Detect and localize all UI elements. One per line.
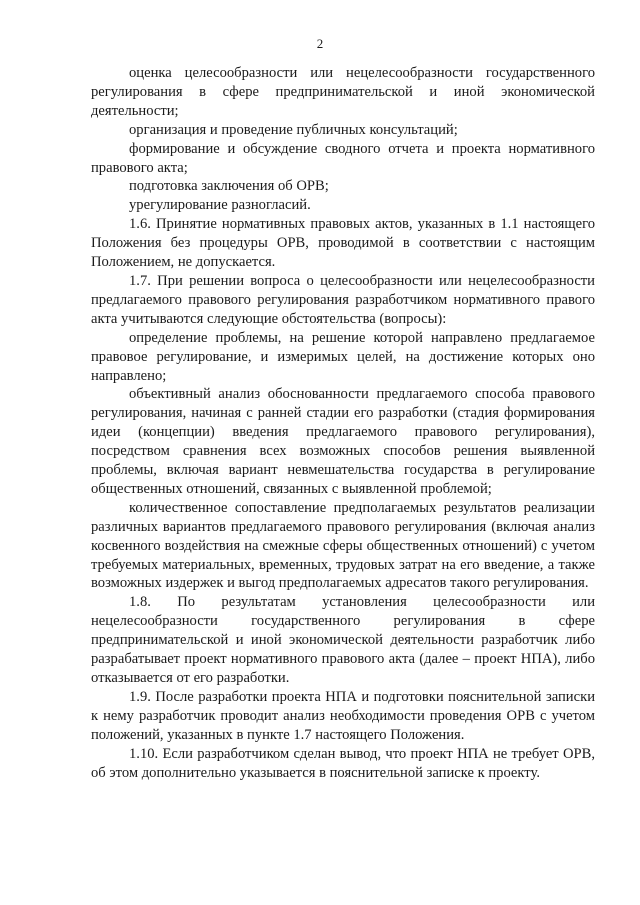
paragraph-1-8: 1.8. По результатам установления целесообразности или нецелесообразности государственного регулирования в сфере предпринимательской и иной экономической деятельности разработчик либо разрабатывает проект нормативного правового акта (далее – проект НПА), либо отказывается от его разработки. xyxy=(91,594,595,686)
paragraph: объективный анализ обоснованности предлагаемого способа правового регулирования, начиная с ранней стадии его разработки (стадия формирования идеи (концепции) введения предлагаемого правового регулирования), посредством сравнения всех возможных способов решения выявленной проблемы, включая вариант невмешательства государства в регулирование общественных отношений, связанных с выявленной проблемой; xyxy=(91,386,595,497)
document-body xyxy=(91,64,595,782)
page-number: 2 xyxy=(316,36,324,51)
paragraph: формирование и обсуждение сводного отчета и проекта нормативного правового акта; xyxy=(91,140,595,176)
paragraph: организация и проведение публичных консультаций; xyxy=(129,121,458,138)
paragraph: определение проблемы, на решение которой направлено предлагаемое правовое регулирование, и измеримых целей, на достижение которых оно направлено; xyxy=(91,329,595,384)
paragraph-1-9: 1.9. После разработки проекта НПА и подготовки пояснительной записки к нему разработчик проводит анализ необходимости проведения ОРВ с учетом положений, указанных в пункте 1.7 настоящего Положения. xyxy=(91,688,595,743)
paragraph-1-7: 1.7. При решении вопроса о целесообразности или нецелесообразности предлагаемого правового регулирования разработчиком нормативного правого акта учитываются следующие обстоятельства (вопросы): xyxy=(91,272,595,327)
paragraph-1-10: 1.10. Если разработчиком сделан вывод, что проект НПА не требует ОРВ, об этом дополнительно указывается в пояснительной записке к проекту. xyxy=(91,745,595,781)
paragraph-1-6: 1.6. Принятие нормативных правовых актов, указанных в 1.1 настоящего Положения без процедуры ОРВ, проводимой в соответствии с настоящим Положением, не допускается. xyxy=(91,216,595,271)
paragraph: урегулирование разногласий. xyxy=(129,197,311,214)
paragraph: количественное сопоставление предполагаемых результатов реализации различных вариантов предлагаемого правового регулирования (включая анализ косвенного воздействия на смежные сферы общественных отношений) с учетом требуемых материальных, временных, трудовых затрат на его введение, а также возможных издержек и выгод предполагаемых адресатов такого регулирования. xyxy=(91,499,595,592)
paragraph: подготовка заключения об ОРВ; xyxy=(129,178,329,195)
paragraph: оценка целесообразности или нецелесообразности государственного регулирования в сфере предпринимательской и иной экономической деятельности; xyxy=(91,65,595,119)
